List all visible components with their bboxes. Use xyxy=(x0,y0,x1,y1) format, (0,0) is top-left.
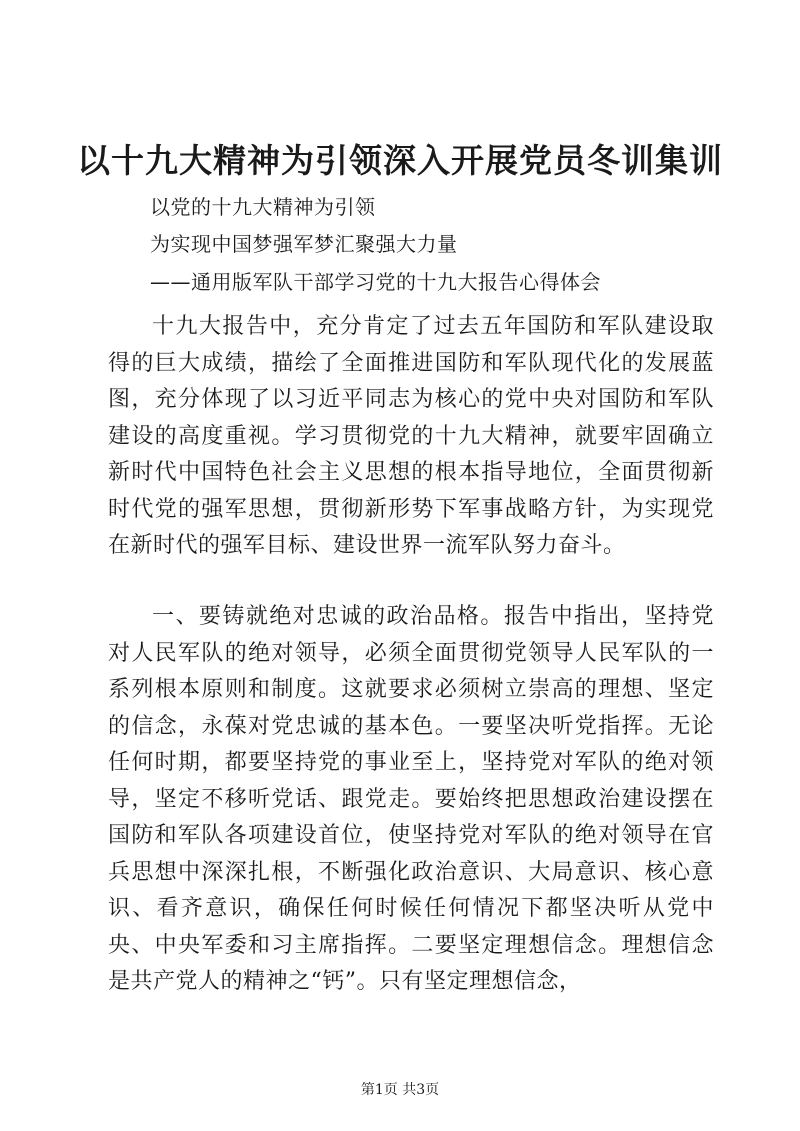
page-indicator: 第1页 共3页 xyxy=(360,1082,440,1098)
body-paragraph-1: 十九大报告中，充分肯定了过去五年国防和军队建设取得的巨大成绩，描绘了全面推进国防和军队现代化的发展蓝图，充分体现了以习近平同志为核心的党中央对国防和军队建设的高度重视。学习贯彻党的十九大精神，就要牢固确立新时代中国特色社会主义思想的根本指导地位，全面贯彻新时代党的强军思想，贯彻新形势下军事战略方针，为实现党在新时代的强军目标、建设世界一流军队努力奋斗。 xyxy=(108,314,714,558)
subtitle-line-2: 为实现中国梦强军梦汇聚强大力量 xyxy=(150,232,458,256)
subtitle-line-1: 以党的十九大精神为引领 xyxy=(150,195,376,219)
subtitle-line-3: ——通用版军队干部学习党的十九大报告心得体会 xyxy=(150,270,601,294)
body-paragraph-2: 一、要铸就绝对忠诚的政治品格。报告中指出，坚持党对人民军队的绝对领导，必须全面贯彻党领导人民军队的一系列根本原则和制度。这就要求必须树立崇高的理想、坚定的信念，永葆对党忠诚的基本色。一要坚决听党指挥。无论任何时期，都要坚持党的事业至上，坚持党对军队的绝对领导，坚定不移听党话、跟党走。要始终把思想政治建设摆在国防和军队各项建设首位，使坚持党对军队的绝对领导在官兵思想中深深扎根，不断强化政治意识、大局意识、核心意识、看齐意识，确保任何时候任何情况下都坚决听从党中央、中央军委和习主席指挥。二要坚定理想信念。理想信念是共产党人的精神之“钙”。只有坚定理想信念， xyxy=(108,604,714,994)
document-title: 以十九大精神为引领深入开展党员冬训集训 xyxy=(77,141,723,180)
